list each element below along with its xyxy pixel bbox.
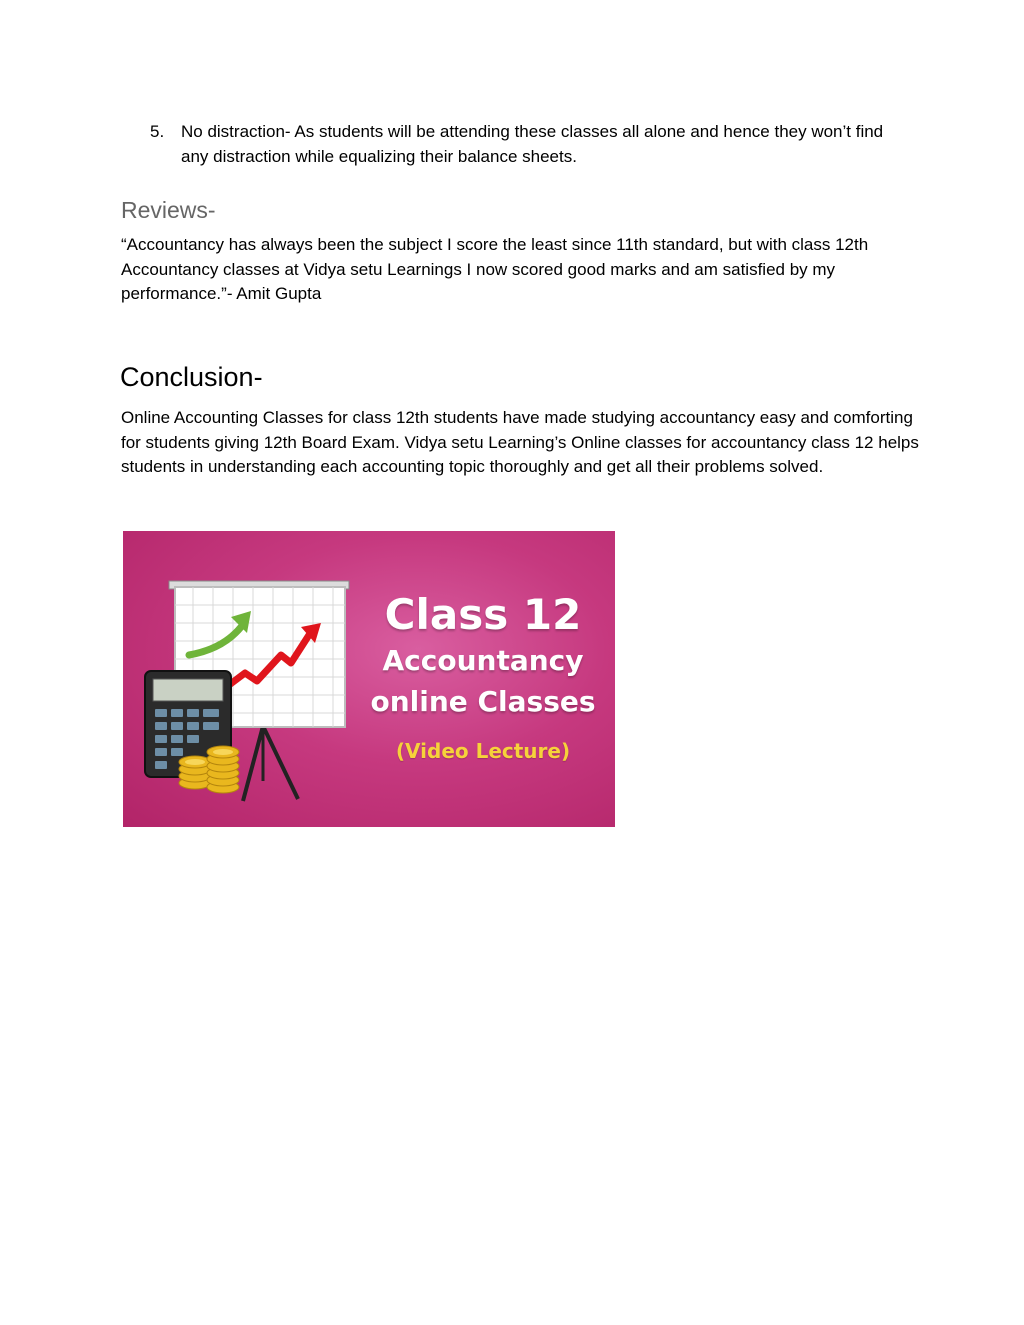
list-item-text: No distraction- As students will be attending these classes all alone and hence they won’t find any distraction while equalizing their balance sheets. bbox=[181, 122, 884, 166]
conclusion-heading: Conclusion- bbox=[120, 362, 263, 392]
reviews-heading: Reviews- bbox=[121, 197, 216, 223]
banner-illustration bbox=[123, 531, 615, 827]
review-quote: “Accountancy has always been the subject I score the least since 11th standard, but with class 12th Accountancy classes at Vidya setu Learnings I now scored good marks and am satisfied by my performance.”- Amit Gupta bbox=[121, 235, 869, 303]
conclusion-paragraph: Online Accounting Classes for class 12th students have made studying accountancy easy and comforting for students giving 12th Board Exam. Vidya setu Learning’s Online classes for accountancy class 12 helps students in understanding each accounting topic thoroughly and get all their problems solved. bbox=[121, 408, 919, 476]
banner-title-class-12: Class 12 bbox=[384, 590, 582, 639]
banner-subtitle-video-lecture: (Video Lecture) bbox=[395, 739, 571, 763]
promo-banner-image bbox=[123, 531, 615, 827]
banner-title-online-classes: online Classes bbox=[370, 685, 596, 718]
banner-title-accountancy: Accountancy bbox=[382, 644, 584, 677]
list-item-no-distraction bbox=[150, 120, 910, 169]
list-number: 5. bbox=[150, 122, 165, 141]
